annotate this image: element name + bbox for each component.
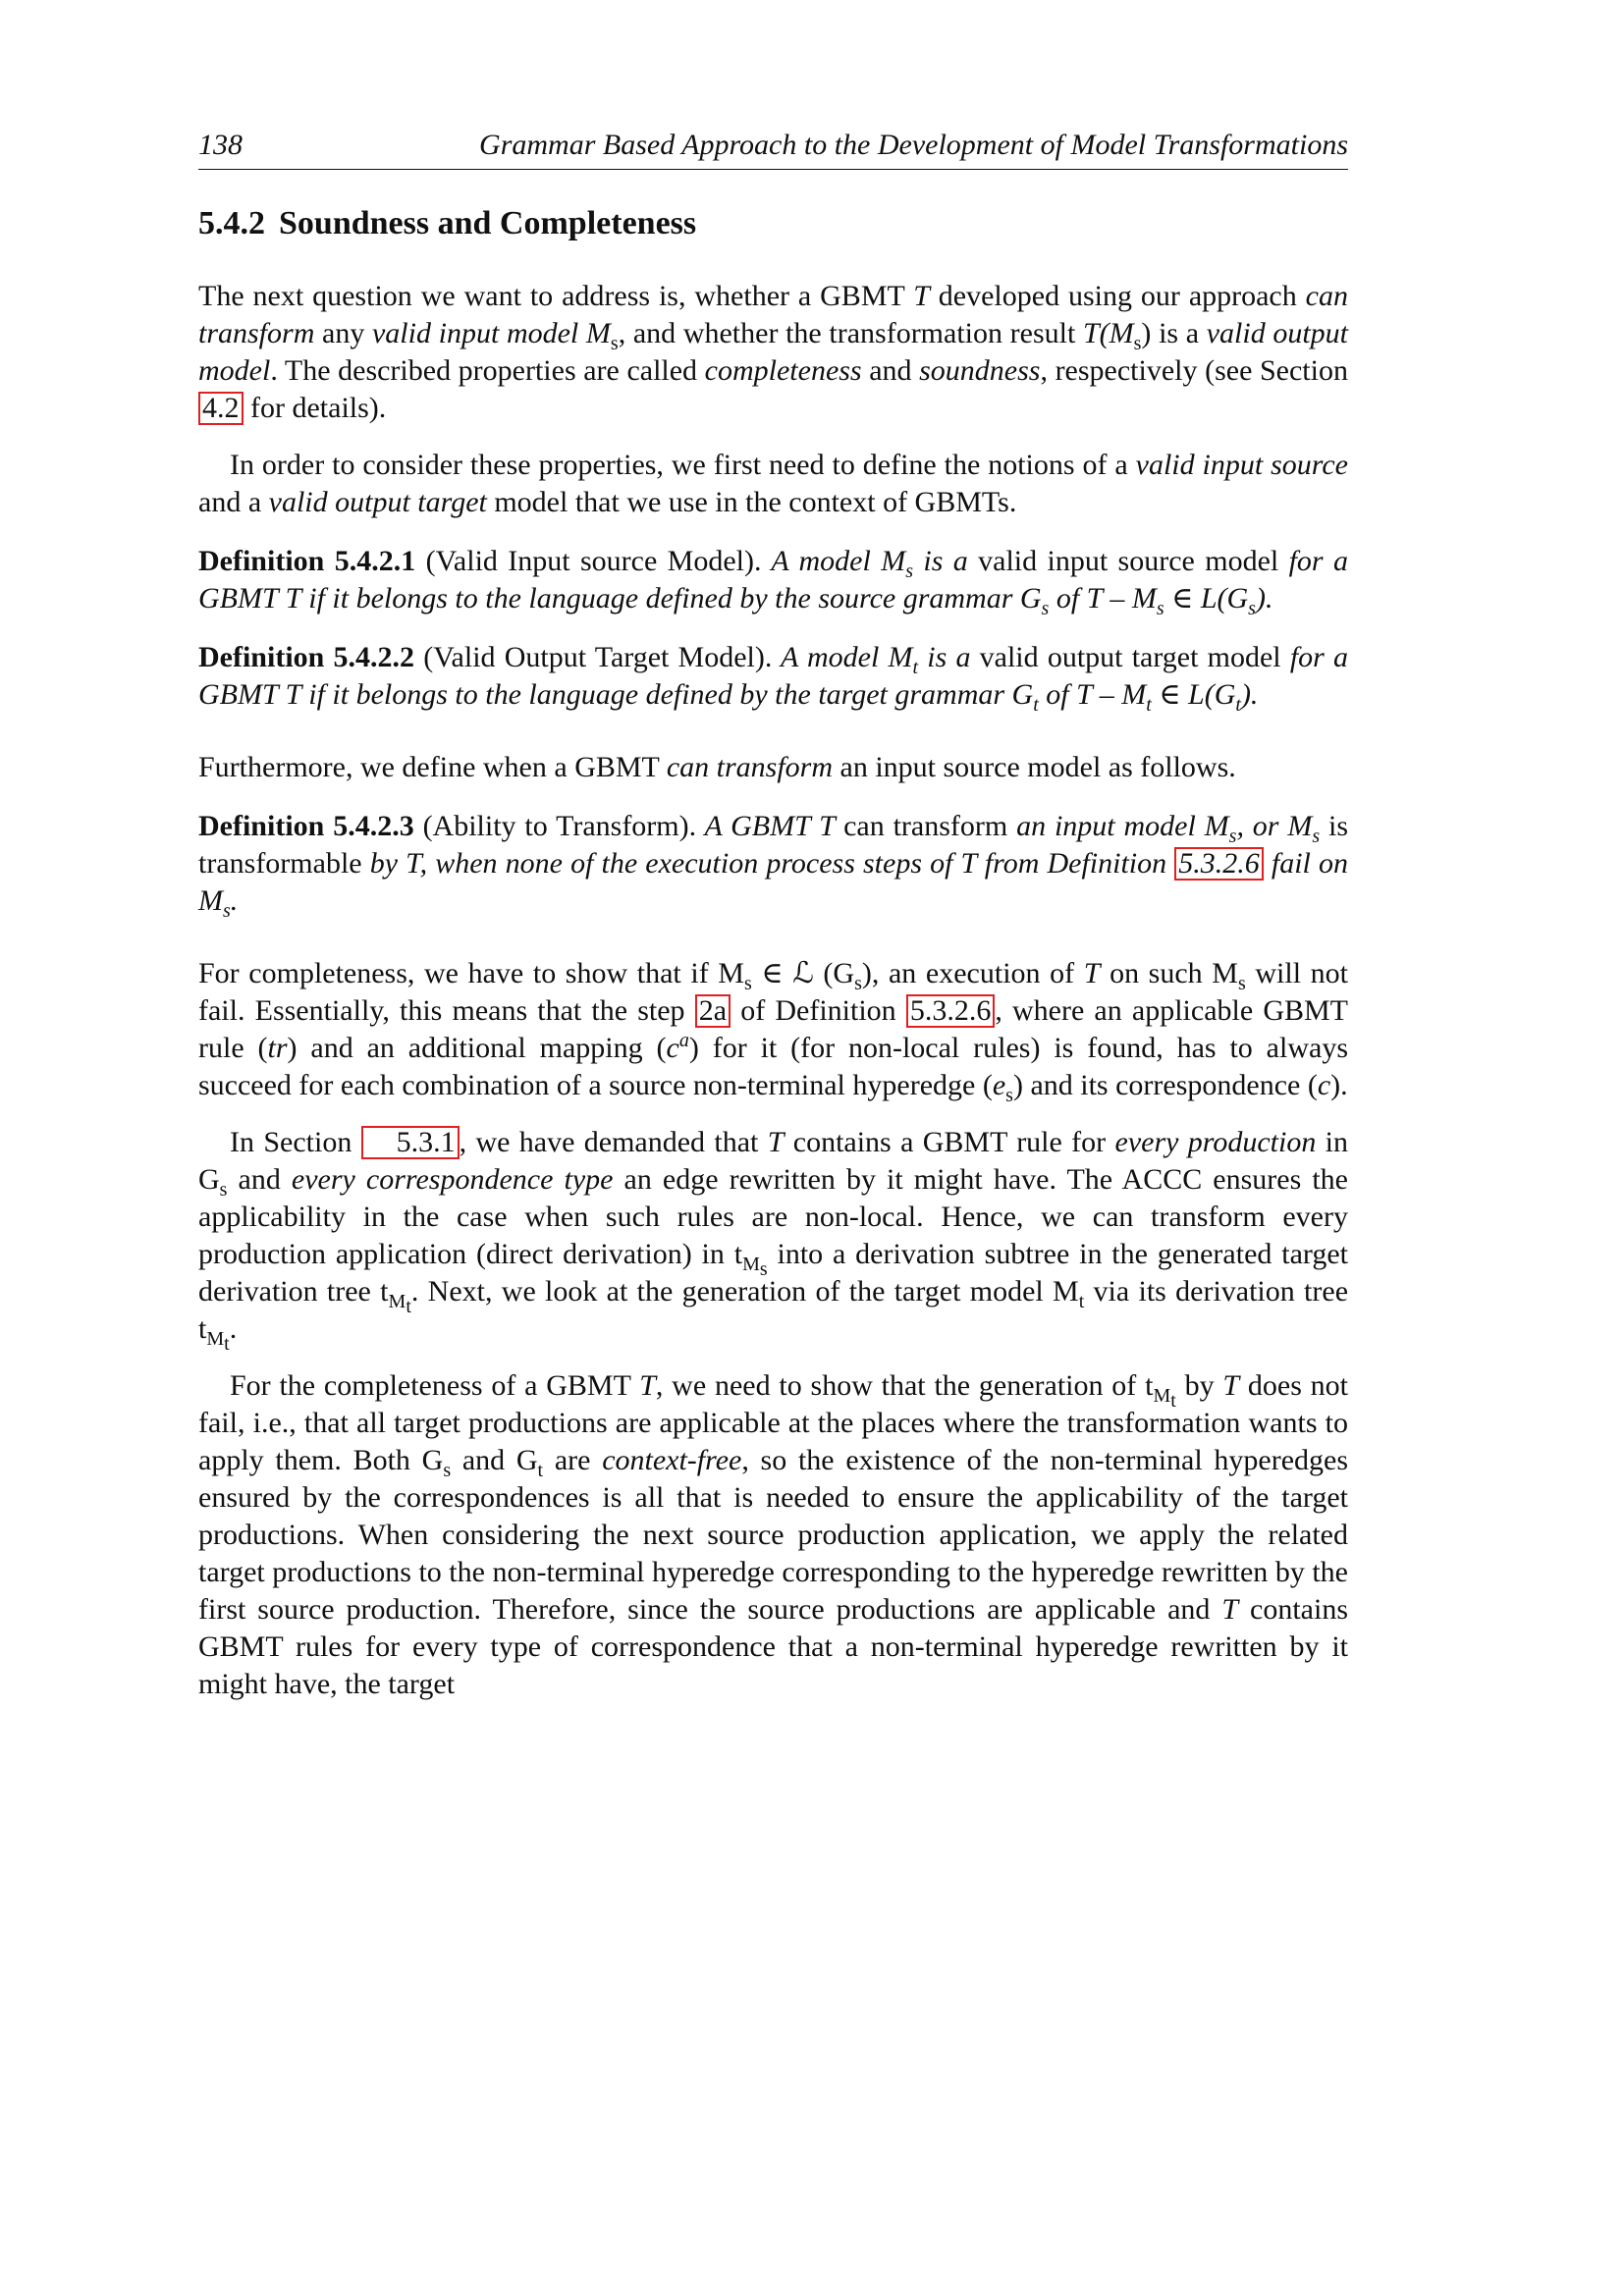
definition-5-4-2-3: Definition 5.4.2.3 (Ability to Transform). A GBMT T can transform an input model $M_s$, or $M_s$ is transformable by T, when none of the execution process steps of T from Definition 5.3.2.6 fail on $M_s$.	[198, 810, 1348, 922]
paragraph-4: For completeness, we have to show that if $M_s$ ∈ ℒ $(G_s)$, an execution of T on such $M_s$ will not fail. Essentially, this means that the step 2a of Definition 5.3.2.6 , where an applicable GBMT rule (tr) and an additional mapping $(c^a)$ for it (for non-local rules) is found, has to always succeed for each combination of a source non-terminal hyperedge $(e_s)$ and its correspondence (c).	[198, 957, 1348, 1106]
section-heading	[198, 203, 1348, 244]
paragraph-3: Furthermore, we define when a GBMT can transform an input source model as follows.	[198, 751, 1236, 783]
ref-section-5-3-1[interactable]: 5.3.1	[361, 1126, 460, 1159]
ref-definition-5-3-2-6b[interactable]: 5.3.2.6	[906, 994, 996, 1028]
section-number: 5.4.2	[198, 205, 265, 241]
paragraph-1: The next question we want to address is, whether a GBMT T developed using our approach can transform any valid input model $M_s$, and whether the transformation result $T(M_s)$ is a valid output model. The described properties are called completeness and soundness, respectively (see Section 4.2 for details).	[198, 280, 1349, 424]
paragraph-6: For the completeness of a GBMT T, we need to show that the generation of $t_{M_t}$ by T does not fail, i.e., that all target productions are applicable at the places where the transformation wants to apply them. Both $G_s$ and $G_t$ are context-free, so the existence of the non-terminal hyperedges ensured by the correspondences is all that is needed to ensure the applicability of the target productions. When considering the next source production application, we apply the related target productions to the non-terminal hyperedge corresponding to the hyperedge rewritten by the first source production. Therefore, since the source productions are applicable and T contains GBMT rules for every type of correspondence that a non-terminal hyperedge rewritten by it might have, the target	[198, 1369, 1349, 1700]
running-title: Grammar Based Approach to the Development of Model Transformations	[479, 129, 1348, 161]
paragraph-5: In Section 5.3.1 , we have demanded that T contains a GBMT rule for every production in $G_s$ and every correspondence type an edge rewritten by it might have. The ACCC ensures the applicability in the case when such rules are non-local. Hence, we can transform every production application (direct derivation) in $t_{M_s}$ into a derivation subtree in the generated target derivation tree $t_{M_t}$. Next, we look at the generation of the target model $M_t$ via its derivation tree $t_{M_t}$.	[198, 1126, 1349, 1355]
running-header	[198, 128, 1348, 170]
ref-definition-5-3-2-6[interactable]: 5.3.2.6	[1174, 847, 1264, 881]
page	[198, 128, 1348, 1703]
definition-5-4-2-1: Definition 5.4.2.1 (Valid Input source Model). A model $M_s$ is a valid input source model for a GBMT T if it belongs to the language defined by the source grammar $G_s$ of T – $M_s$ ∈ $L(G_s)$.	[198, 545, 1348, 619]
definition-5-4-2-2: Definition 5.4.2.2 (Valid Output Target Model). A model $M_t$ is a valid output target model for a GBMT T if it belongs to the language defined by the target grammar $G_t$ of T – $M_t$ ∈ $L(G_t)$.	[198, 641, 1349, 716]
page-number: 138	[198, 129, 243, 161]
ref-section-4-2[interactable]: 4.2	[198, 392, 244, 425]
ref-step-2a[interactable]: 2a	[695, 994, 731, 1028]
section-title: Soundness and Completeness	[279, 205, 697, 241]
paragraph-2: In order to consider these properties, we first need to define the notions of a valid input source and a valid output target model that we use in the context of GBMTs.	[198, 449, 1348, 518]
